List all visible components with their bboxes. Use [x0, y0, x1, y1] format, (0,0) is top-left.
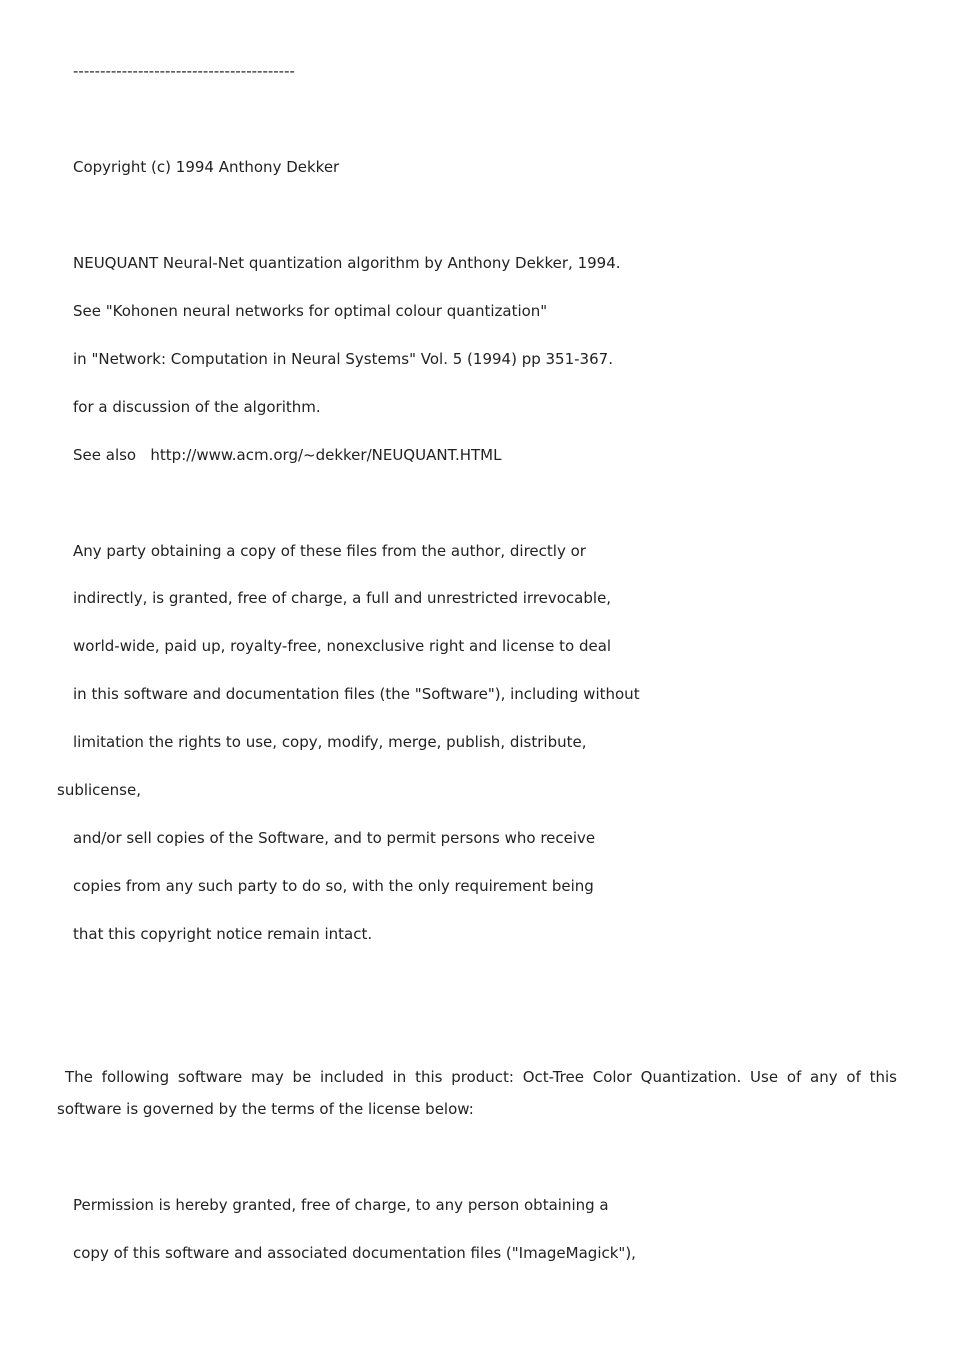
license-line: sublicense,	[57, 781, 141, 799]
permission-line: copy of this software and associated documentation files ("ImageMagick"),	[73, 1244, 636, 1262]
license-line: indirectly, is granted, free of charge, a full and unrestricted irrevocable,	[73, 589, 612, 607]
license-line: copies from any such party to do so, with the only requirement being	[73, 877, 594, 895]
license-line: world-wide, paid up, royalty-free, nonexclusive right and license to deal	[73, 637, 612, 655]
permission-line: Permission is hereby granted, free of charge, to any person obtaining a	[73, 1196, 609, 1214]
octree-paragraph: The following software may be included in this product: Oct-Tree Color Quantization. Use of any of this software is governed by the terms of the license below:	[57, 1068, 897, 1118]
neuquant-line: for a discussion of the algorithm.	[73, 398, 321, 416]
separator-line: -----------------------------------------	[73, 62, 295, 80]
license-line: Any party obtaining a copy of these files from the author, directly or	[73, 542, 586, 560]
neuquant-line: NEUQUANT Neural-Net quantization algorithm by Anthony Dekker, 1994.	[73, 254, 621, 272]
license-line: that this copyright notice remain intact.	[73, 925, 373, 943]
copyright-line: Copyright (c) 1994 Anthony Dekker	[73, 158, 340, 176]
neuquant-line: See "Kohonen neural networks for optimal colour quantization"	[73, 302, 548, 320]
license-line: in this software and documentation files (the "Software"), including without	[73, 685, 640, 703]
neuquant-url-line: See also http://www.acm.org/~dekker/NEUQUANT.HTML	[73, 446, 502, 464]
license-line: and/or sell copies of the Software, and to permit persons who receive	[73, 829, 596, 847]
neuquant-line: in "Network: Computation in Neural Systems" Vol. 5 (1994) pp 351-367.	[73, 350, 613, 368]
license-line: limitation the rights to use, copy, modify, merge, publish, distribute,	[73, 733, 587, 751]
